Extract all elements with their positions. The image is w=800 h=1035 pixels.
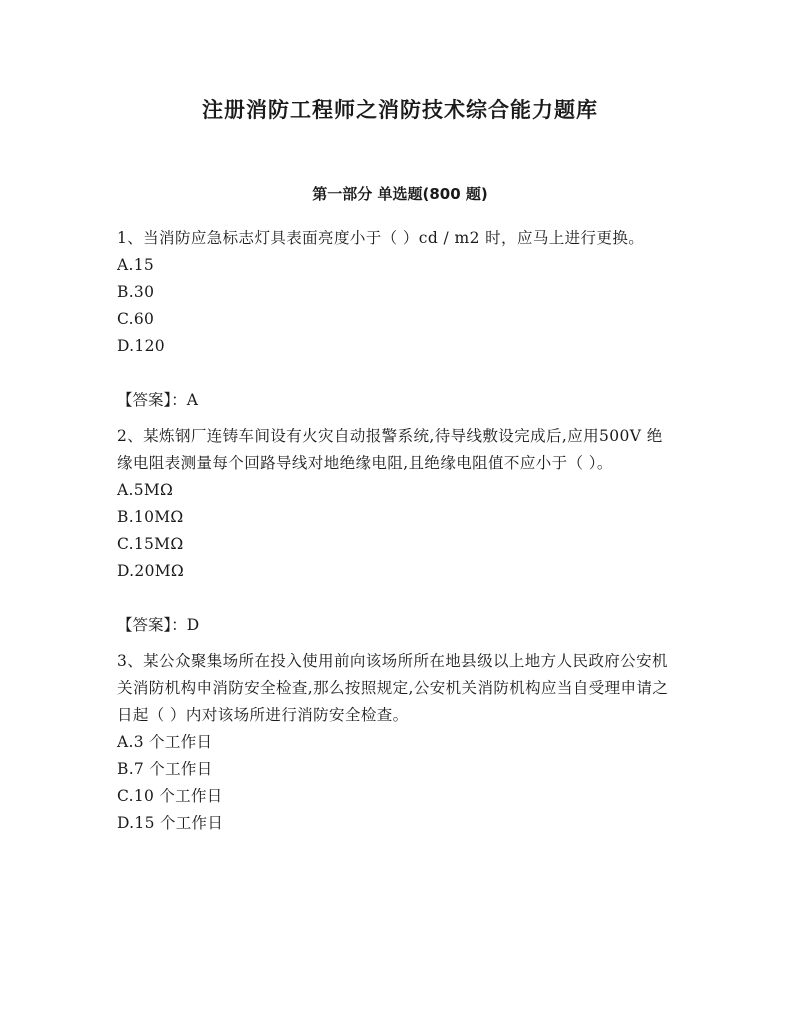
option-a: A.15 xyxy=(117,256,155,274)
answer-line: 【答案】：A xyxy=(117,391,198,409)
option-d: D.120 xyxy=(117,337,165,355)
answer-line: 【答案】：D xyxy=(117,616,200,634)
spacer xyxy=(117,639,677,648)
option-c: C.60 xyxy=(117,310,155,328)
option-b: B.10MΩ xyxy=(117,508,184,526)
option-b: B.7 个工作日 xyxy=(117,760,213,778)
option-c: C.15MΩ xyxy=(117,535,184,553)
spacer xyxy=(117,414,677,423)
document-title: 注册消防工程师之消防技术综合能力题库 xyxy=(202,98,598,122)
question-stem: 2、某炼钢厂连铸车间设有火灾自动报警系统,待导线敷设完成后,应用500V 绝缘电阻表测量每个回路导线对地绝缘电阻,且绝缘电阻值不应小于（ ）。 xyxy=(117,427,663,472)
option-d: D.20MΩ xyxy=(117,562,185,580)
option-b: B.30 xyxy=(117,283,155,301)
question-stem: 3、某公众聚集场所在投入使用前向该场所所在地县级以上地方人民政府公安机关消防机构申消防安全检查,那么按照规定,公安机关消防机构应当自受理申请之日起（ ）内对该场所进行消防安全检查。 xyxy=(117,652,669,724)
section-title: 第一部分 单选题(800 题) xyxy=(312,185,488,203)
option-a: A.3 个工作日 xyxy=(117,733,213,751)
question-stem: 1、当消防应急标志灯具表面亮度小于（ ）cd / m2 时，应马上进行更换。 xyxy=(117,229,645,247)
question-item-1 xyxy=(117,225,677,423)
question-item-2 xyxy=(117,423,677,648)
spacer xyxy=(117,585,677,612)
option-c: C.10 个工作日 xyxy=(117,787,223,805)
option-d: D.15 个工作日 xyxy=(117,814,224,832)
spacer xyxy=(117,360,677,387)
option-a: A.5MΩ xyxy=(117,481,174,499)
question-item-3 xyxy=(117,648,677,837)
question-list xyxy=(117,225,677,837)
